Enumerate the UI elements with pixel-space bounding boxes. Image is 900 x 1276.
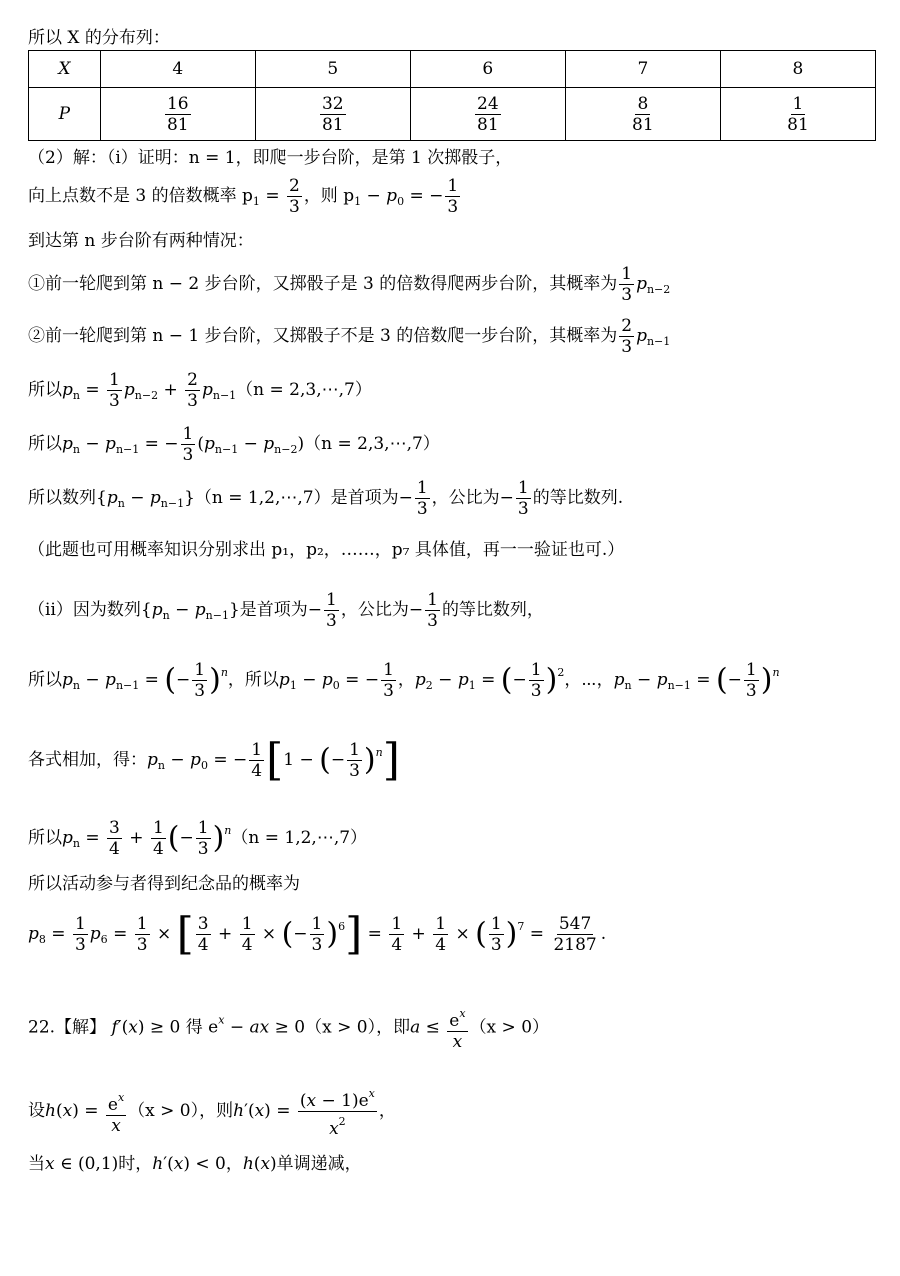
monotonic-decrease: 当x ∈ (0,1)时，h′(x) < 0，h(x)单调递减， [28, 1154, 362, 1174]
table-cell: 5 [255, 51, 410, 88]
recurrence-formula: 所以$p_n$ = $\frac{1}{3}$ $p_{n-2}$ + $\frac{2}{3}$ $p_{n-1}(n$ = 2,3,⋯,7） [28, 370, 372, 411]
case-one: ①前一轮爬到第 n − 2 步台阶，又掷骰子是 3 的倍数得爬两步台阶，其概率为 $\frac{1}{3}$ $p_{n-2}$ [28, 264, 671, 305]
table-row [29, 88, 876, 141]
table-cell: 7 [565, 51, 720, 88]
define-h: 设h(x) = $\frac{e^x}{x}$ （x > 0），则h′(x) = $\frac{(x - 1)e^x}{x^2}$ ， [28, 1084, 396, 1139]
table-cell: 6 [410, 51, 565, 88]
table-cell: $\frac{24}{81}$ [410, 88, 565, 141]
table-cell: 4 [100, 51, 255, 88]
table-row [29, 51, 876, 88]
difference-formula: 所以$p_n - p_{n-1}$ = − $\frac{1}{3}$ $(p_{n-1} - p_{n-2})(n$ = 2,3,⋯,7） [28, 424, 440, 465]
part-ii-start: （ⅱ）因为数列$\{p_n - p_{n-1}\}$是首项为− $\frac{1}{3}$ ，公比为− $\frac{1}{3}$ 的等比数列， [28, 590, 544, 631]
p1-statement: 向上点数不是 3 的倍数概率 $p_1$ = $\frac{2}{3}$ ，则 $p_1 - p_0$ = − $\frac{1}{3}$ [28, 176, 459, 217]
table-cell: $\frac{32}{81}$ [255, 88, 410, 141]
table-cell: 8 [720, 51, 875, 88]
table-cell: $\frac{8}{81}$ [565, 88, 720, 141]
pn-formula: 所以$p_n$ = $\frac{3}{4}$ + $\frac{1}{4}$ (− $\frac{1}{3}$ )$^n$（n = 1,2,⋯,7） [28, 818, 368, 859]
table-cell: $\frac{1}{81}$ [720, 88, 875, 141]
differences-expansion: 所以$p_n - p_{n-1}$ = (− $\frac{1}{3}$ )$^n$，所以$p_1 - p_0$ = − $\frac{1}{3}$ ，$p_2 - p_1$ = (− $\frac{1}{3}$ )$^2$，⋯，$p_n - p_{n-1}$ = (− $\frac{1}{3}$ )$^n$ [28, 660, 780, 701]
geometric-sequence-claim: 所以数列$\{p_n - p_{n-1}\}(n$ = 1,2,⋯,7）是首项为− $\frac{1}{3}$ ，公比为− $\frac{1}{3}$ 的等比数列. [28, 478, 624, 519]
solution-part2-start: （2）解：（ⅰ）证明：n = 1，即爬一步台阶，是第 1 次掷骰子， [28, 148, 513, 168]
final-probability: $p_8$ = $\frac{1}{3}$ $p_6$ = $\frac{1}{3}$ × [ $\frac{3}{4}$ + $\frac{1}{4}$ × (− $\frac{1}{3}$ )$^6$] = $\frac{1}{4}$ + $\frac{1}{4}$ × ( $\frac{1}{3}$ )$^7$ = $\frac{547}{2187}$ . [28, 908, 607, 960]
remark-note: （此题也可用概率知识分别求出 p₁，p₂，……，p₇ 具体值，再一一验证也可.） [28, 540, 625, 560]
table-header-x: X [29, 51, 101, 88]
intro-text: 所以 X 的分布列： [28, 28, 170, 48]
case-two: ②前一轮爬到第 n − 1 步台阶，又掷骰子不是 3 的倍数爬一步台阶，其概率为 $\frac{2}{3}$ $p_{n-1}$ [28, 316, 671, 357]
two-cases-intro: 到达第 n 步台阶有两种情况： [28, 231, 254, 251]
table-header-p: P [29, 88, 101, 141]
table-cell: $\frac{16}{81}$ [100, 88, 255, 141]
summation-result: 各式相加，得：$p_n - p_0$ = − $\frac{1}{4}$ [1 − (− $\frac{1}{3}$ )$^n$] [28, 734, 400, 786]
distribution-table [28, 50, 876, 141]
problem22-start: 22.【解】 f′(x) ≥ 0 得 $e^x$ − ax ≥ 0（x > 0），即a ≤ $\frac{e^x}{x}$ （x > 0） [28, 1004, 549, 1052]
souvenir-probability-intro: 所以活动参与者得到纪念品的概率为 [28, 874, 300, 894]
